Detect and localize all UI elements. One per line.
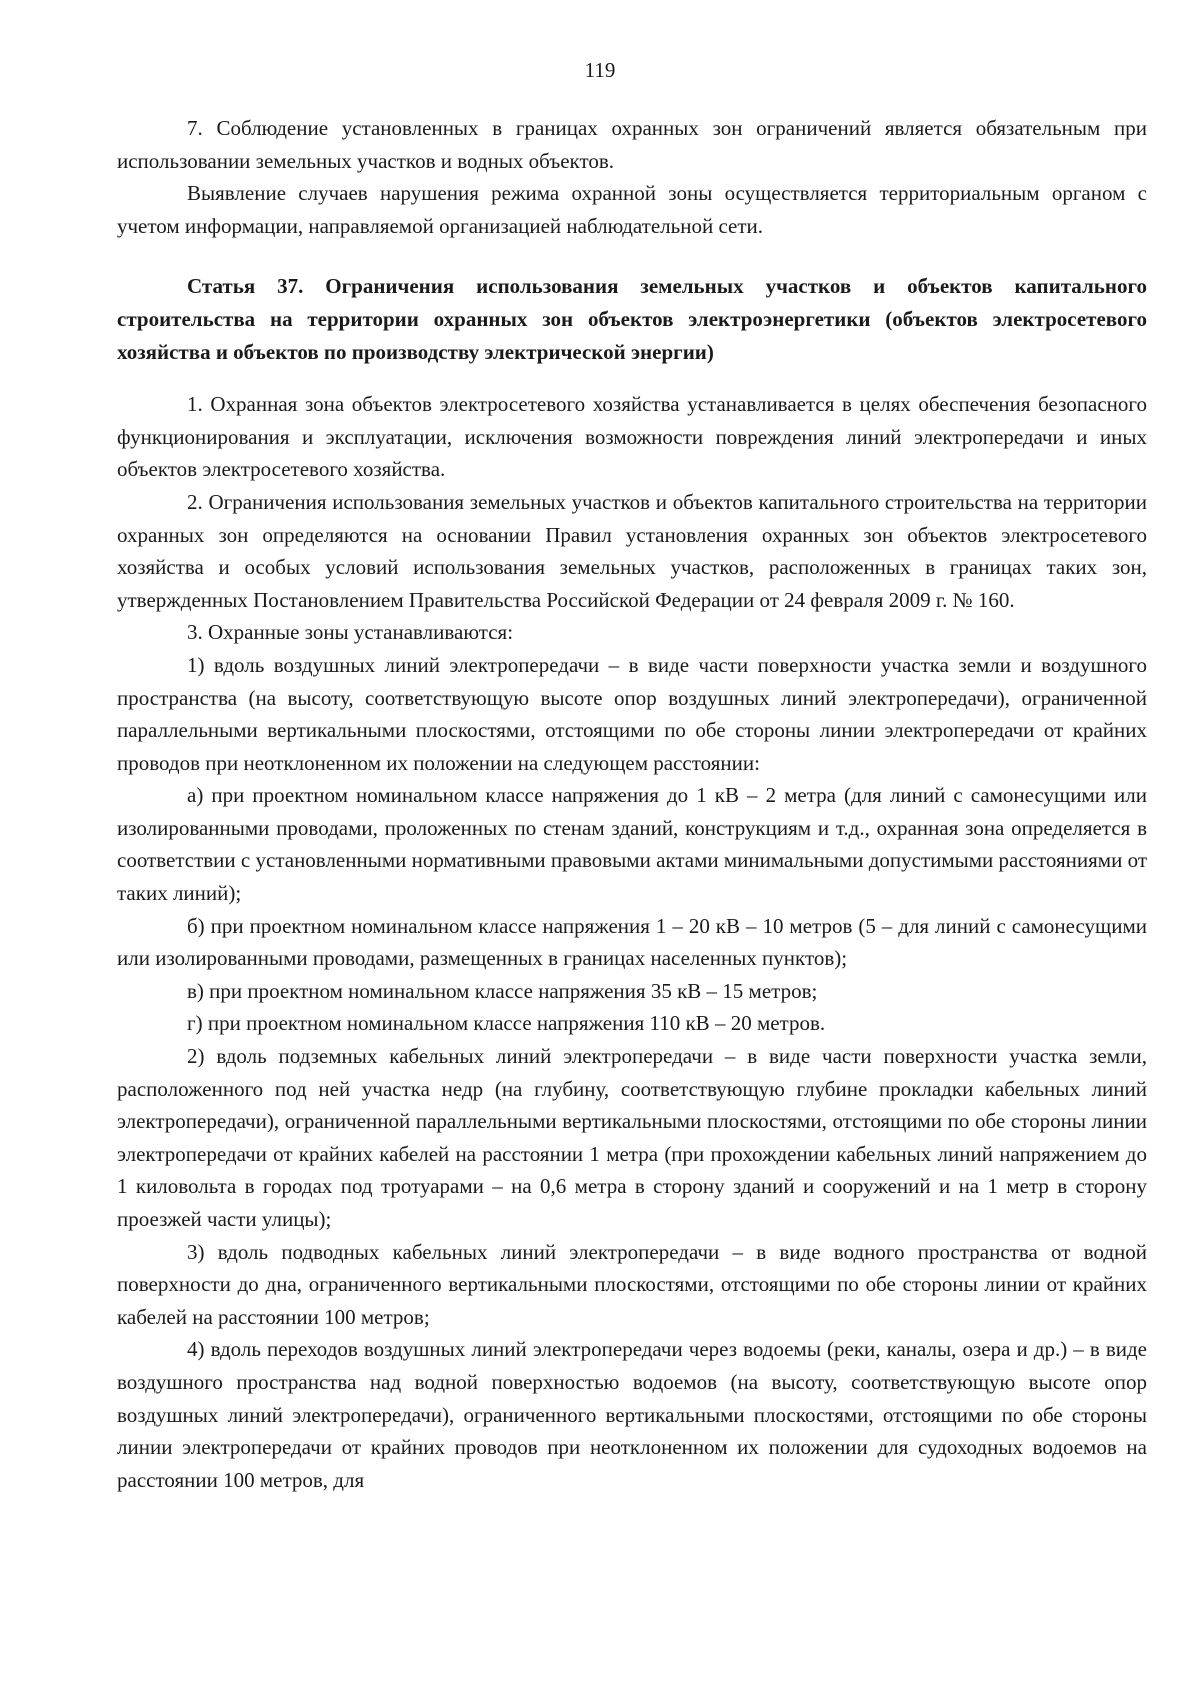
article-37-heading: Статья 37. Ограничения использования земельных участков и объектов капитального строительства на территории охранных зон объектов электроэнергетики (объектов электросетевого хозяйства и объектов по производству электрической энергии): [117, 274, 1147, 364]
article-paragraph: 4) вдоль переходов воздушных линий электропередачи через водоемы (реки, каналы, озера и др.) – в виде воздушного пространства над водной поверхностью водоемов (на высоту, соответствующую высоте опор воздушных линий электропередачи), ограниченного вертикальными плоскостями, отстоящими по обе стороны линии электропередачи от крайних проводов при неотклоненном их положении для судоходных водоемов на расстоянии 100 метров, для: [117, 1337, 1147, 1492]
article-paragraph: 1. Охранная зона объектов электросетевого хозяйства устанавливается в целях обеспечения безопасного функционирования и эксплуатации, исключения возможности повреждения линий электропередачи и иных объектов электросетевого хозяйства.: [117, 392, 1147, 482]
article-paragraph: 2) вдоль подземных кабельных линий электропередачи – в виде части поверхности участка земли, расположенного под ней участка недр (на глубину, соответствующую глубине прокладки кабельных линий электропередачи), ограниченной параллельными вертикальными плоскостями, отстоящими по обе стороны линии электропередачи от крайних кабелей на расстоянии 1 метра (при прохождении кабельных линий напряжением до 1 киловольта в городах под тротуарами – на 0,6 метра в сторону зданий и сооружений и на 1 метр в сторону проезжей части улицы);: [117, 1044, 1147, 1231]
article-paragraph: 2. Ограничения использования земельных участков и объектов капитального строительства на территории охранных зон определяются на основании Правил установления охранных зон объектов электросетевого хозяйства и особых условий использования земельных участков, расположенных в границах таких зон, утвержденных Постановлением Правительства Российской Федерации от 24 февраля 2009 г. № 160.: [117, 489, 1147, 612]
paragraph-7: 7. Соблюдение установленных в границах охранных зон ограничений является обязательным при использовании земельных участков и водных объектов.: [117, 116, 1147, 173]
article-paragraph: в) при проектном номинальном классе напряжения 35 кВ – 15 метров;: [187, 978, 818, 1003]
article-paragraph: г) при проектном номинальном классе напряжения 110 кВ – 20 метров.: [187, 1011, 826, 1036]
article-paragraph: 3) вдоль подводных кабельных линий электропередачи – в виде водного пространства от водной поверхности до дна, ограниченного вертикальными плоскостями, отстоящими по обе стороны линии от крайних кабелей на расстоянии 100 метров;: [117, 1239, 1147, 1329]
paragraph-violation-detection: Выявление случаев нарушения режима охранной зоны осуществляется территориальным органом с учетом информации, направляемой организацией наблюдательной сети.: [117, 181, 1147, 238]
article-paragraph: 3. Охранные зоны устанавливаются:: [187, 620, 514, 645]
article-paragraph: а) при проектном номинальном классе напряжения до 1 кВ – 2 метра (для линий с самонесущими или изолированными проводами, проложенных по стенам зданий, конструкциям и т.д., охранная зона определяется в соответствии с установленными нормативными правовыми актами минимальными допустимыми расстояниями от таких линий);: [117, 783, 1147, 906]
document-body: [117, 112, 1147, 1496]
article-paragraph: 1) вдоль воздушных линий электропередачи – в виде части поверхности участка земли и воздушного пространства (на высоту, соответствующую высоте опор воздушных линий электропередачи), ограниченной параллельными вертикальными плоскостями, отстоящими по обе стороны линии электропередачи от крайних проводов при неотклоненном их положении на следующем расстоянии:: [117, 652, 1147, 775]
article-paragraph: б) при проектном номинальном классе напряжения 1 – 20 кВ – 10 метров (5 – для линий с самонесущими или изолированными проводами, размещенных в границах населенных пунктов);: [117, 913, 1147, 971]
page-number: 119: [584, 58, 616, 82]
